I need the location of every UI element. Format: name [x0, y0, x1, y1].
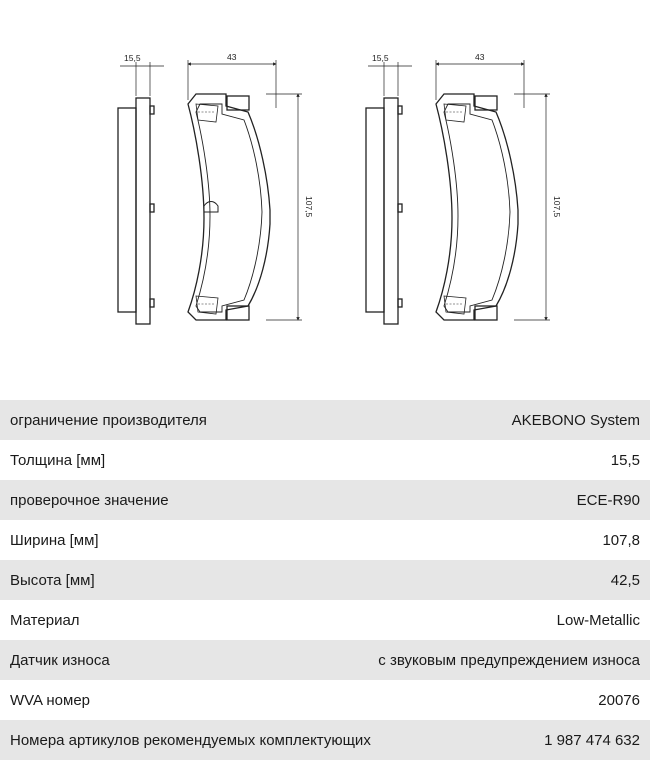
spec-row-width — [0, 520, 650, 560]
pad-left-thickness-label: 15,5 — [124, 53, 141, 63]
spec-label: Высота [мм] — [10, 571, 95, 589]
spec-value: 1 987 474 632 — [544, 731, 640, 749]
spec-value: 15,5 — [610, 451, 640, 469]
spec-label: Номера артикулов рекомендуемых комплектующих — [10, 731, 371, 749]
spec-value: Low-Metallic — [556, 611, 640, 629]
pad-left-dimensions — [120, 60, 302, 320]
spec-label: Материал — [10, 611, 80, 629]
spec-label: WVA номер — [10, 691, 91, 709]
spec-row-wear-sensor — [0, 640, 650, 680]
spec-value: ECE-R90 — [576, 491, 640, 509]
pad-left-width-label: 43 — [227, 52, 237, 62]
pad-right — [366, 60, 550, 324]
spec-label: Датчик износа — [10, 651, 110, 669]
spec-row-height — [0, 560, 650, 600]
pad-right-thickness-label: 15,5 — [372, 53, 389, 63]
pad-right-front-view — [436, 94, 518, 320]
pad-left — [118, 60, 302, 324]
spec-row-accessory-numbers — [0, 720, 650, 760]
spec-label: ограничение производителя — [10, 411, 207, 429]
spec-row-thickness — [0, 440, 650, 480]
spec-value: 42,5 — [610, 571, 640, 589]
spec-label: проверочное значение — [10, 491, 169, 509]
pad-right-height-label: 107,5 — [552, 196, 562, 218]
pad-right-width-label: 43 — [475, 52, 485, 62]
spec-value: AKEBONO System — [511, 411, 640, 429]
pad-left-height-label: 107,5 — [304, 196, 314, 218]
spec-label: Толщина [мм] — [10, 451, 106, 469]
spec-row-manufacturer-restriction — [0, 400, 650, 440]
specifications-table — [0, 400, 650, 760]
spec-value: 20076 — [598, 691, 640, 709]
spec-row-material — [0, 600, 650, 640]
spec-row-test-mark — [0, 480, 650, 520]
spec-row-wva-number — [0, 680, 650, 720]
pad-left-side-view — [118, 98, 154, 324]
spec-value: 107,8 — [602, 531, 640, 549]
spec-value: с звуковым предупреждением износа — [378, 651, 640, 669]
pad-right-dimensions — [368, 60, 550, 320]
pad-left-front-view — [188, 94, 270, 320]
pad-right-side-view — [366, 98, 402, 324]
spec-label: Ширина [мм] — [10, 531, 99, 549]
